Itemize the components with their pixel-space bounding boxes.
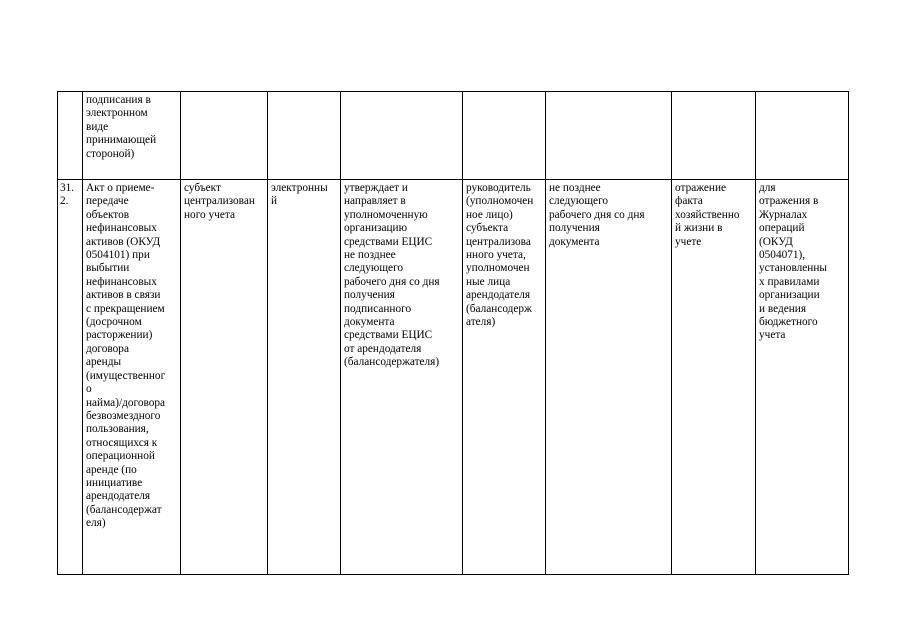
signatory-cell: руководитель (уполномочен ное лицо) субъекта централизова нного учета, уполномочен ные лица арендодателя (балансодерж ателя) (463, 180, 546, 575)
table-row (58, 180, 849, 575)
responsible-entity-cell (181, 92, 268, 180)
document-form-cell (268, 92, 341, 180)
signatory-cell (463, 92, 546, 180)
usage-cell: для отражения в Журналах операций (ОКУД 0504071), установленны х правилами организации и ведения бюджетного учета (756, 180, 849, 575)
purpose-cell (672, 92, 756, 180)
deadline-cell: не позднее следующего рабочего дня со дня получения документа (546, 180, 672, 575)
row-number-cell (58, 92, 83, 180)
purpose-cell: отражение факта хозяйственно й жизни в учете (672, 180, 756, 575)
table-row (58, 92, 849, 180)
deadline-cell (546, 92, 672, 180)
document-name-cell: Акт о приеме- передаче объектов нефинансовых активов (ОКУД 0504101) при выбытии нефинансовых активов в связи с прекращением (досрочном расторжении) договора аренды (имущественног о найма)/договора безвозмездного пользования, относящихся к операционной аренде (по инициативе арендодателя (балансодержат еля) (83, 180, 181, 575)
document-form-cell: электронны й (268, 180, 341, 575)
usage-cell (756, 92, 849, 180)
document-name-cell: подписания в электронном виде принимающей стороной) (83, 92, 181, 180)
row-number-cell: 31. 2. (58, 180, 83, 575)
document-table (57, 91, 849, 575)
procedure-cell (341, 92, 463, 180)
procedure-cell: утверждает и направляет в уполномоченную организацию средствами ЕЦИС не позднее следующего рабочего дня со дня получения подписанного документа средствами ЕЦИС от арендодателя (балансодержателя) (341, 180, 463, 575)
responsible-entity-cell: субъект централизован ного учета (181, 180, 268, 575)
